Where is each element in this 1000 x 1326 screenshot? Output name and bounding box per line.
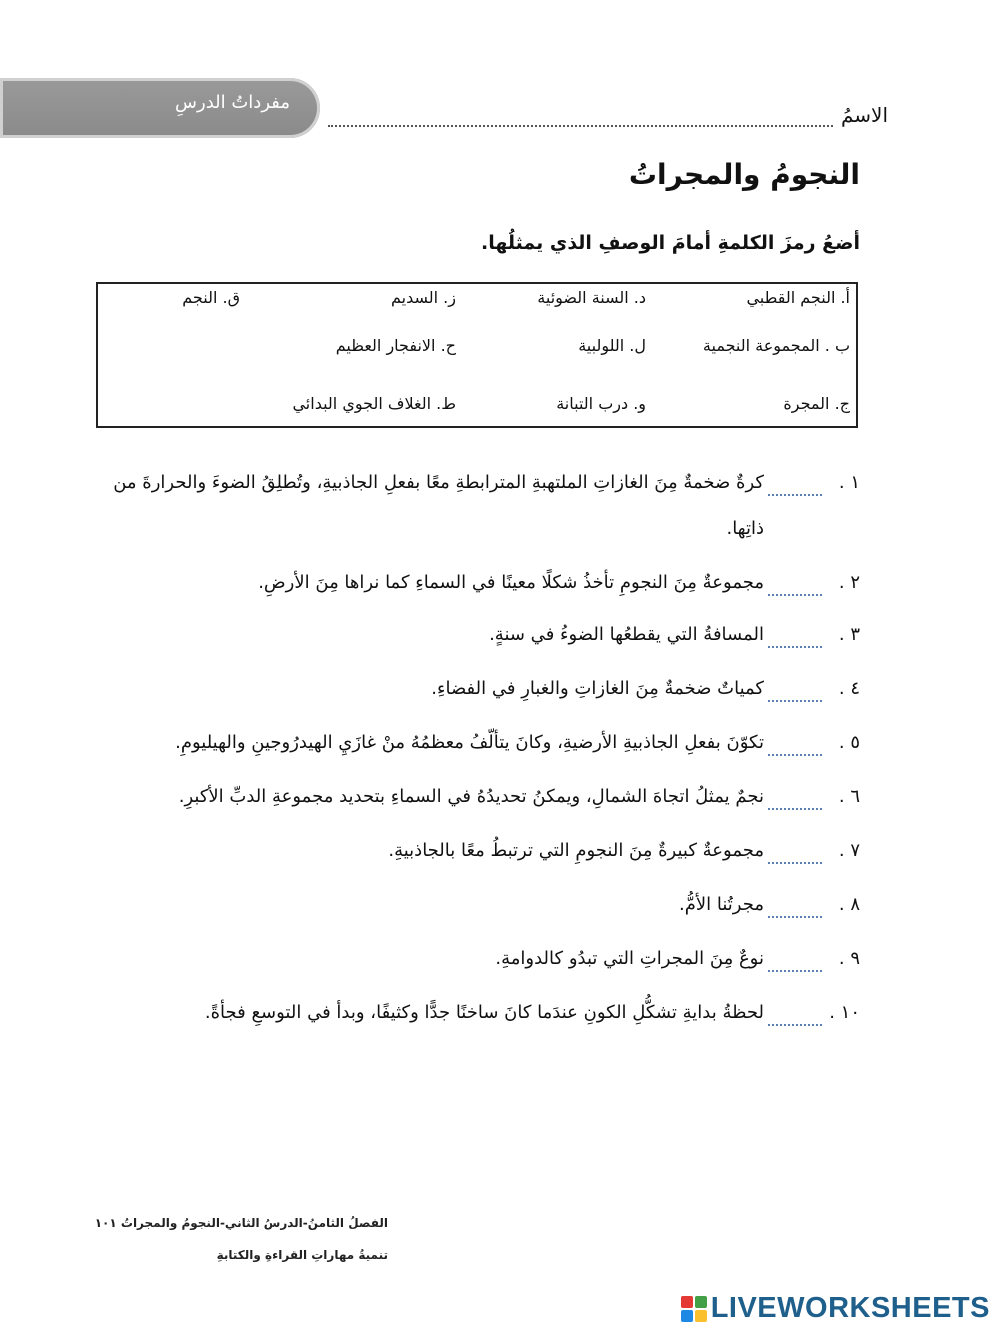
liveworksheets-watermark (681, 1292, 990, 1325)
question-number: ١ . (838, 472, 860, 493)
section-banner (0, 78, 320, 138)
question-item (90, 720, 860, 766)
word-bank-item: د. السنة الضوئية (537, 288, 646, 307)
question-text: مجموعةٌ مِنَ النجومِ تأخذُ شكلًا معينًا في السماءِ كما نراها مِنَ الأرضِ. (258, 572, 764, 593)
question-item (90, 666, 860, 712)
word-bank-item: ط. الغلاف الجوي البدائي (292, 394, 456, 413)
question-number: ٢ . (838, 572, 860, 593)
answer-input[interactable] (768, 574, 822, 596)
footer-skills-line: تنميةُ مهاراتِ القراءةِ والكتابةِ (216, 1248, 388, 1262)
answer-input[interactable] (768, 734, 822, 756)
word-bank-box (96, 282, 858, 428)
question-number: ٤ . (838, 678, 860, 699)
answer-input[interactable] (768, 474, 822, 496)
name-label: الاسمُ (840, 103, 888, 127)
name-field[interactable] (328, 103, 833, 127)
word-bank-row (98, 336, 856, 366)
logo-square (681, 1310, 693, 1322)
question-number: ٧ . (838, 840, 860, 861)
question-text: تكوّنَ بفعلِ الجاذبيةِ الأرضيةِ، وكانَ يتألّفُ معظمُهُ منْ غازَيِ الهيدرُوجينِ والهيليومِ. (175, 732, 764, 753)
word-bank-item: أ. النجم القطبي (746, 288, 850, 307)
answer-input[interactable] (768, 842, 822, 864)
question-number: ٨ . (838, 894, 860, 915)
question-number: ٦ . (838, 786, 860, 807)
question-item (90, 936, 860, 982)
word-bank-item: ج. المجرة (783, 394, 850, 413)
word-bank-item: ز. السديم (391, 288, 456, 307)
footer-chapter-line: الفصلُ الثامنُ-الدرسُ الثاني-النجومُ والمجراتُ ١٠١ (94, 1216, 388, 1230)
question-item (90, 882, 860, 928)
liveworksheets-text: LIVEWORKSHEETS (710, 1292, 990, 1324)
word-bank-row (98, 288, 856, 318)
word-bank-item: ح. الانفجار العظيم (335, 336, 456, 355)
question-item (90, 828, 860, 874)
answer-input[interactable] (768, 626, 822, 648)
question-text: مجرتُنا الأمُّ. (679, 894, 764, 915)
question-text: كمياتٌ ضخمةٌ مِنَ الغازاتِ والغبارِ في الفضاءِ. (431, 678, 764, 699)
question-number: ٩ . (838, 948, 860, 969)
question-item (90, 612, 860, 658)
question-text: نوعٌ مِنَ المجراتِ التي تبدُو كالدوامةِ. (495, 948, 764, 969)
question-item (90, 560, 860, 606)
name-row (328, 100, 888, 130)
liveworksheets-logo-icon (681, 1296, 707, 1322)
instruction-text: أضعُ رمزَ الكلمةِ أمامَ الوصفِ الذي يمثلُها. (481, 232, 860, 254)
word-bank-item: ل. اللولبية (578, 336, 646, 355)
answer-input[interactable] (768, 788, 822, 810)
question-item (90, 990, 860, 1036)
logo-square (695, 1296, 707, 1308)
question-number: ٥ . (838, 732, 860, 753)
answer-input[interactable] (768, 950, 822, 972)
section-label: مفرداتُ الدرسِ (175, 92, 290, 113)
question-text: المسافةُ التي يقطعُها الضوءُ في سنةٍ. (489, 624, 764, 645)
answer-input[interactable] (768, 680, 822, 702)
page-title: النجومُ والمجراتُ (628, 158, 860, 191)
word-bank-item: ق. النجم (182, 288, 240, 307)
question-text: مجموعةٌ كبيرةٌ مِنَ النجومِ التي ترتبطُ معًا بالجاذبيةِ. (388, 840, 764, 861)
word-bank-row (98, 394, 856, 424)
question-item (90, 774, 860, 820)
answer-input[interactable] (768, 896, 822, 918)
question-text: لحظةُ بدايةِ تشكُّلِ الكونِ عندَما كانَ ساخنًا جدًّا وكثيفًا، وبدأ في التوسعِ فجأةً. (204, 1002, 764, 1023)
question-text: كرةٌ ضخمةٌ مِنَ الغازاتِ الملتهبةِ المترابطةِ معًا بفعلِ الجاذبيةِ، وتُطلِقُ الضوءَ والحرارةَ من ذاتِها. (113, 472, 764, 539)
logo-square (695, 1310, 707, 1322)
word-bank-item: و. درب التبانة (556, 394, 646, 413)
answer-input[interactable] (768, 1004, 822, 1026)
question-number: ١٠ . (829, 1002, 860, 1023)
logo-square (681, 1296, 693, 1308)
word-bank-item: ب . المجموعة النجمية (702, 336, 850, 355)
question-item (90, 460, 860, 552)
question-number: ٣ . (838, 624, 860, 645)
question-text: نجمٌ يمثلُ اتجاهَ الشمالِ، ويمكنُ تحديدُهُ في السماءِ بتحديد مجموعةِ الدبِّ الأكبرِ. (178, 786, 764, 807)
